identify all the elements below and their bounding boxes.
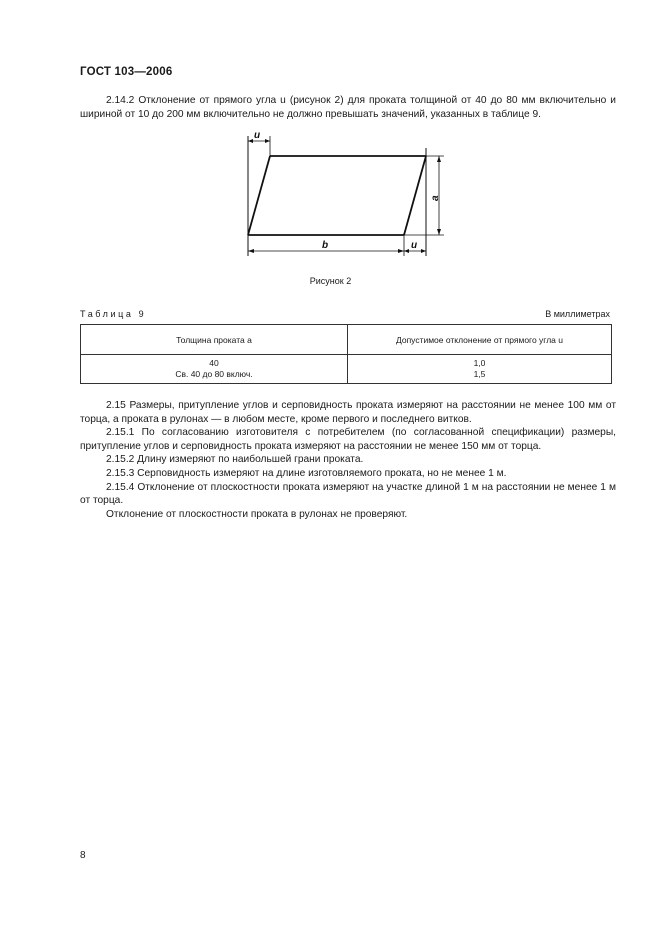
arrow-b-right: [398, 249, 404, 253]
table-9: [80, 324, 612, 384]
clause-2-15-4: 2.15.4 Отклонение от плоскостности проката измеряют на участке длиной 1 м на расстоянии не менее 1 м от торца.: [80, 481, 616, 507]
flatness-coils-note: Отклонение от плоскостности проката в рулонах не проверяют.: [106, 508, 408, 520]
arrow-u-top-right: [265, 139, 270, 143]
label-u-bottom: u: [411, 240, 418, 251]
document-header: ГОСТ 103—2006: [80, 66, 173, 78]
label-u-top: u: [254, 130, 261, 141]
label-b: b: [322, 240, 329, 251]
clause-2-15-3: 2.15.3 Серповидность измеряют на длине изготовляемого проката, но не менее 1 м.: [106, 467, 507, 479]
table-cell: Св. 40 до 80 включ.: [81, 369, 348, 384]
clause-2-15: 2.15 Размеры, притупление углов и серповидность проката измеряют на расстоянии не менее 100 мм от торца, а проката в рулонах — в любом месте, кроме первого и последнего витков.: [80, 400, 616, 425]
arrow-u-bottom-left: [404, 249, 409, 253]
clause-2-15-2: 2.15.2 Длину измеряют по наибольшей грани проката.: [106, 454, 364, 466]
arrow-a-bottom: [437, 229, 441, 235]
label-a: a: [430, 195, 441, 201]
table-cell: 1,5: [348, 369, 612, 384]
table-row: [81, 369, 612, 384]
arrow-u-bottom-right: [421, 249, 426, 253]
figure-2-parallelogram: [236, 128, 456, 264]
table-cell: 1,0: [348, 355, 612, 370]
clause-2-15-block: [80, 399, 616, 521]
arrow-b-left: [248, 249, 254, 253]
table-cell: 40: [81, 355, 348, 370]
arrow-a-top: [437, 156, 441, 162]
figure-caption: Рисунок 2: [309, 276, 352, 286]
table-unit: В миллиметрах: [545, 309, 610, 319]
parallelogram-left-edge: [248, 156, 270, 235]
page-number: 8: [80, 850, 86, 861]
parallelogram-right-edge: [404, 156, 426, 235]
clause-2-14-2: 2.14.2 Отклонение от прямого угла u (рисунок 2) для проката толщиной от 40 до 80 мм включительно и шириной от 10 до 200 мм включительно не должно превышать значений, указанных в таблице 9.: [80, 95, 616, 120]
clause-2-15-1: 2.15.1 По согласованию изготовителя с потребителем (по согласованной спецификации) размеры, притупление углов и серповидность проката измеряют на расстоянии не менее 150 мм от торца.: [80, 427, 616, 452]
arrow-u-top-left: [248, 139, 253, 143]
table-header-thickness: Толщина проката a: [81, 325, 348, 355]
table-header-deviation: Допустимое отклонение от прямого угла u: [348, 325, 612, 355]
table-row: [81, 355, 612, 370]
table-label: Таблица 9: [80, 309, 147, 319]
